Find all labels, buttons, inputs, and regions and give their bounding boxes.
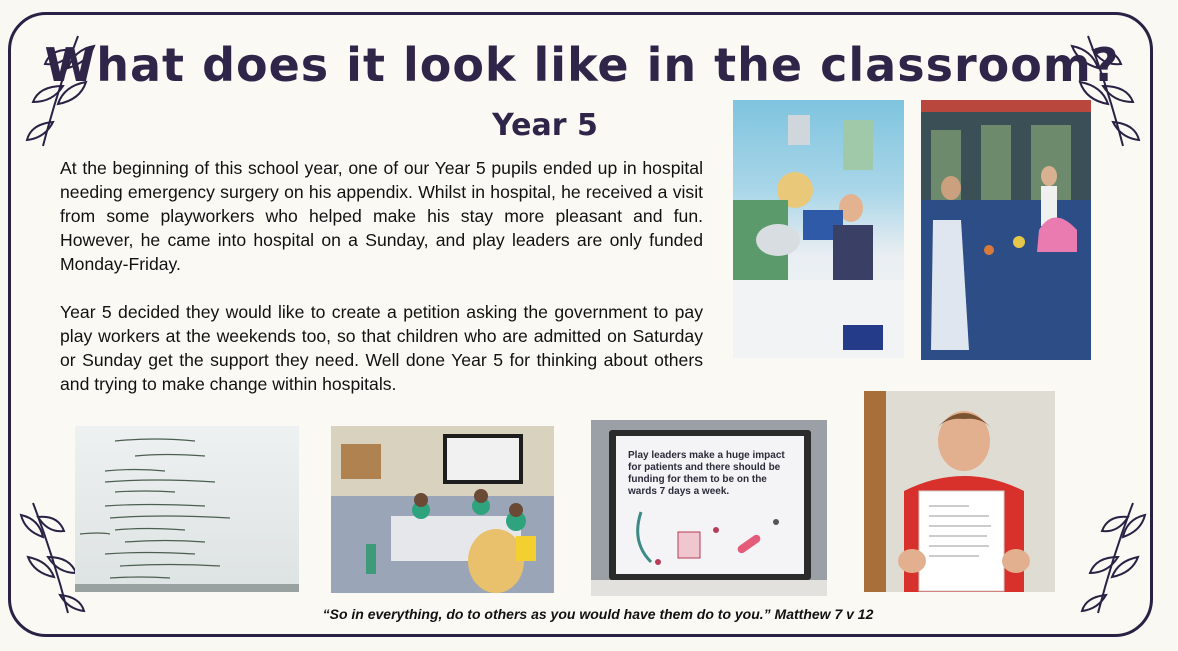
body-text bbox=[60, 156, 703, 420]
photo-whiteboard-notes bbox=[75, 426, 299, 592]
scripture-quote: “So in everything, do to others as you would have them do to you.” Matthew 7 v 12 bbox=[322, 606, 874, 622]
photo-boy-with-letter bbox=[864, 391, 1055, 592]
screen-slide-text: Play leaders make a huge impact for patients and there should be funding for them to be on the wards 7 days a week. bbox=[628, 450, 785, 497]
page-subtitle: Year 5 bbox=[492, 108, 598, 143]
paragraph: At the beginning of this school year, one of our Year 5 pupils ended up in hospital needing emergency surgery on his appendix. Whilst in hospital, he received a visit from some playworkers who helped make his stay more pleasant and fun. However, he came into hospital on a Sunday, and play leaders are only funded Monday-Friday. bbox=[60, 158, 703, 274]
leaf-sprig-icon bbox=[1078, 495, 1148, 620]
paragraph: Year 5 decided they would like to create a petition asking the government to pay play workers at the weekends too, so that children who are admitted on Saturday or Sunday get the support they need. Well done Year 5 for thinking about others and trying to make change within hospitals. bbox=[60, 302, 703, 394]
photo-hospital-bed bbox=[733, 100, 904, 358]
screen-slide bbox=[616, 436, 804, 574]
page-title: What does it look like in the classroom? bbox=[44, 38, 1120, 92]
photo-hospital-courtyard bbox=[921, 100, 1091, 360]
photo-classroom-pupils bbox=[331, 426, 554, 593]
photo-screen-message bbox=[591, 420, 827, 596]
